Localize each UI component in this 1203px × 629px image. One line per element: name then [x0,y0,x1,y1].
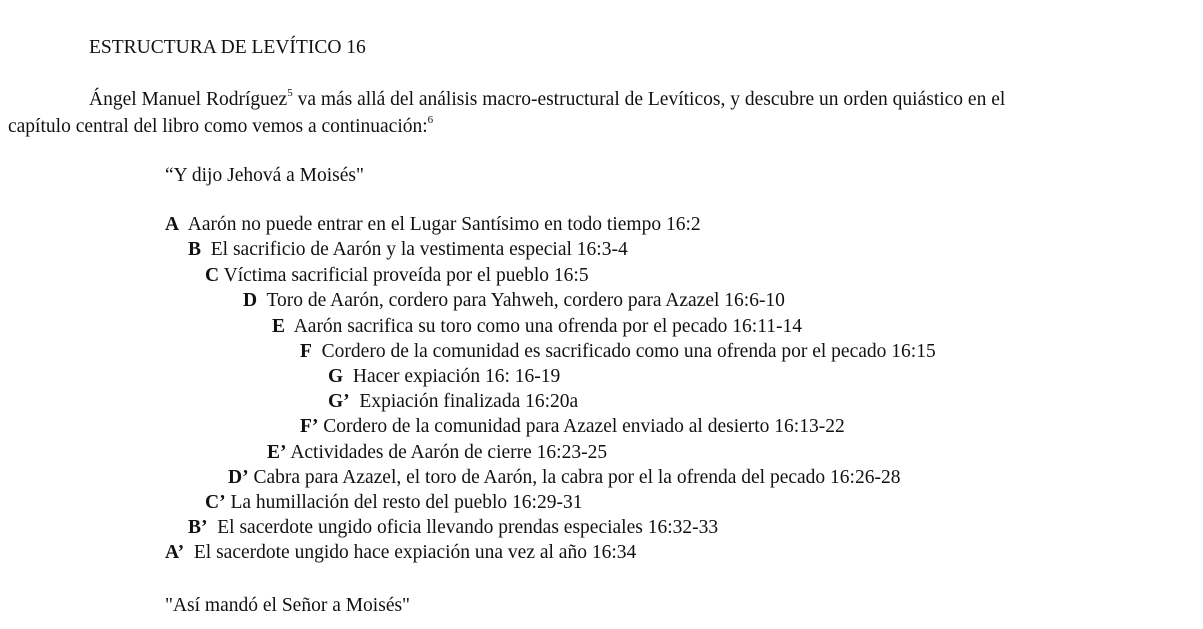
chiasm-line-g [328,365,560,389]
chiasm-text: Toro de Aarón, cordero para Yahweh, cordero para Azazel 16:6-10 [266,290,785,311]
chiasm-text: El sacerdote ungido oficia llevando prendas especiales 16:32-33 [217,517,719,538]
chiasm-letter: E [272,316,286,337]
chiasm-letter: G’ [328,391,350,412]
chiasm-letter: B [188,239,202,260]
closing-quote: "Así mandó el Señor a Moisés" [165,595,411,616]
intro-text-continued: capítulo central del libro como vemos a continuación: [8,116,428,137]
chiasm-line-f [300,340,936,364]
chiasm-text: Actividades de Aarón de cierre 16:23-25 [290,442,608,463]
opening-quote: “Y dijo Jehová a Moisés" [165,165,364,186]
chiasm-letter: F’ [300,416,319,437]
chiasm-text: Cordero de la comunidad para Azazel enviado al desierto 16:13-22 [323,416,845,437]
chiasm-line-f-prime [300,415,845,439]
chiasm-line-c-prime [205,491,582,515]
chiasm-letter: C’ [205,492,226,513]
footnote-ref-5[interactable]: 5 [287,86,293,99]
chiasm-text: La humillación del resto del pueblo 16:29-31 [230,492,583,513]
chiasm-line-a [165,213,701,237]
chiasm-line-a-prime [165,541,636,565]
chiasm-letter: F [300,341,312,362]
intro-paragraph-line-1 [89,88,1005,112]
chiasm-letter: E’ [267,442,287,463]
chiasm-line-d-prime [228,466,900,490]
chiasm-text: Aarón sacrifica su toro como una ofrenda por el pecado 16:11-14 [293,316,802,337]
page-title: ESTRUCTURA DE LEVÍTICO 16 [89,37,366,58]
intro-text: va más allá del análisis macro-estructural de Levíticos, y descubre un orden quiástico en el [292,89,1006,110]
chiasm-line-d [243,289,785,313]
chiasm-line-b-prime [188,516,718,540]
chiasm-text: Cabra para Azazel, el toro de Aarón, la cabra por el la ofrenda del pecado 16:26-28 [253,467,901,488]
chiasm-letter: A [165,214,180,235]
chiasm-letter: D [243,290,258,311]
intro-paragraph-line-2 [8,115,433,139]
chiasm-letter: G [328,366,344,387]
chiasm-text: El sacerdote ungido hace expiación una vez al año 16:34 [193,542,637,563]
chiasm-letter: D’ [228,467,249,488]
chiasm-text: Expiación finalizada 16:20a [359,391,579,412]
chiasm-letter: A’ [165,542,185,563]
chiasm-letter: B’ [188,517,208,538]
author-name: Ángel Manuel Rodríguez [89,89,288,110]
chiasm-line-c [205,264,589,288]
chiasm-line-e-prime [267,441,607,465]
chiasm-line-g-prime [328,390,578,414]
chiasm-line-b [188,238,628,262]
footnote-ref-6[interactable]: 6 [427,113,434,126]
chiasm-text: El sacrificio de Aarón y la vestimenta especial 16:3-4 [210,239,628,260]
chiasm-text: Hacer expiación 16: 16-19 [352,366,561,387]
chiasm-text: Aarón no puede entrar en el Lugar Santísimo en todo tiempo 16:2 [187,214,701,235]
chiasm-line-e [272,315,802,339]
chiasm-text: Víctima sacrificial proveída por el pueblo 16:5 [223,265,589,286]
chiasm-text: Cordero de la comunidad es sacrificado como una ofrenda por el pecado 16:15 [321,341,936,362]
chiasm-letter: C [205,265,220,286]
